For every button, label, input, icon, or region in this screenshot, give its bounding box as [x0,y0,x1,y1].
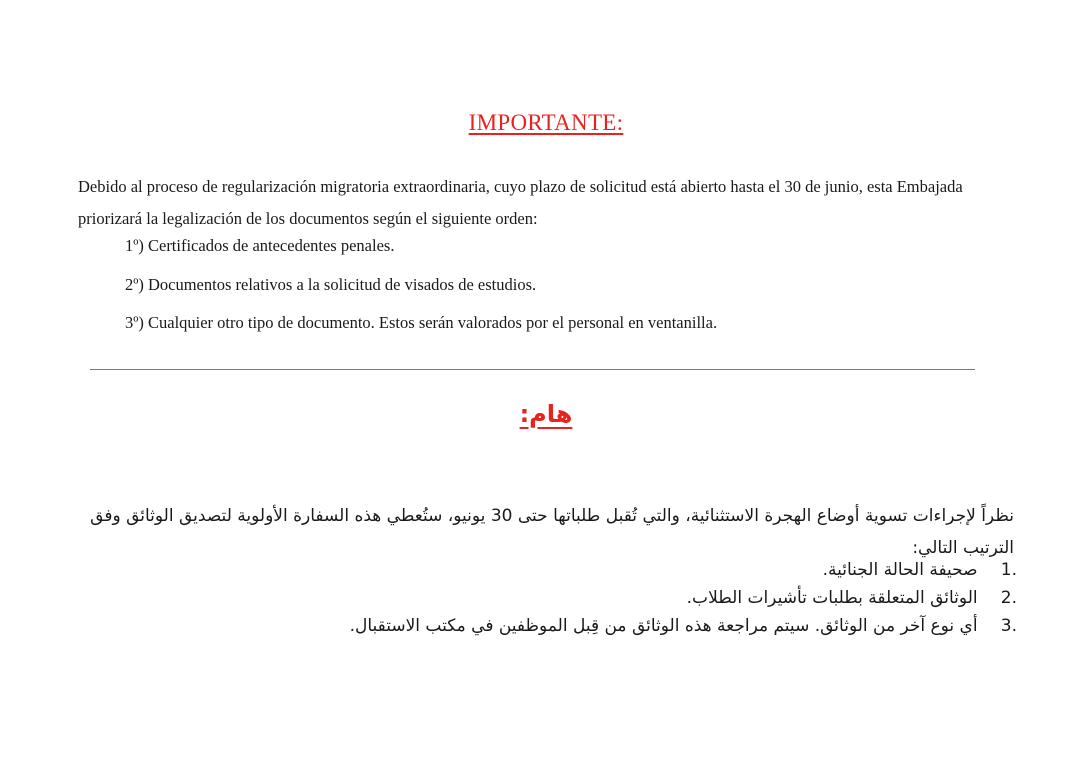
spanish-list-item: 1º) Certificados de antecedentes penales. [125,236,395,255]
arabic-list-item [257,556,1017,584]
spanish-intro-paragraph: Debido al proceso de regularización migratoria extraordinaria, cuyo plazo de solicitud está abierto hasta el 30 de junio, esta Embajada priorizará la legalización de los documentos según el siguiente orden: [78,176,963,228]
section-divider [90,369,975,370]
arabic-list-text: أي نوع آخر من الوثائق. سيتم مراجعة هذه الوثائق من قِبل الموظفين في مكتب الاستقبال. [349,616,978,636]
spanish-title: IMPORTANTE: [468,110,624,135]
spanish-list-item: 3º) Cualquier otro tipo de documento. Estos serán valorados por el personal en ventanilla. [125,313,718,332]
spanish-priority-list [125,232,1025,348]
arabic-list-text: الوثائق المتعلقة بطلبات تأشيرات الطلاب. [686,588,978,608]
spanish-list-item: 2º) Documentos relativos a la solicitud de visados de estudios. [125,274,537,294]
arabic-list-text: صحيفة الحالة الجنائية. [822,560,978,580]
arabic-priority-list [257,556,1017,640]
arabic-title: هام: [519,400,573,428]
arabic-intro-paragraph: نظراً لإجراءات تسوية أوضاع الهجرة الاستثنائية، والتي تُقبل طلباتها حتى 30 يونيو، ستُعطي هذه السفارة الأولوية لتصديق الوثائق وفق الترتيب التالي: [90,506,1014,558]
arabic-list-number: 2. [1000,588,1017,608]
arabic-list-item [257,584,1017,612]
arabic-list-number: 1. [1000,560,1017,580]
arabic-list-number: 3. [1000,616,1017,636]
arabic-list-item [257,612,1017,640]
